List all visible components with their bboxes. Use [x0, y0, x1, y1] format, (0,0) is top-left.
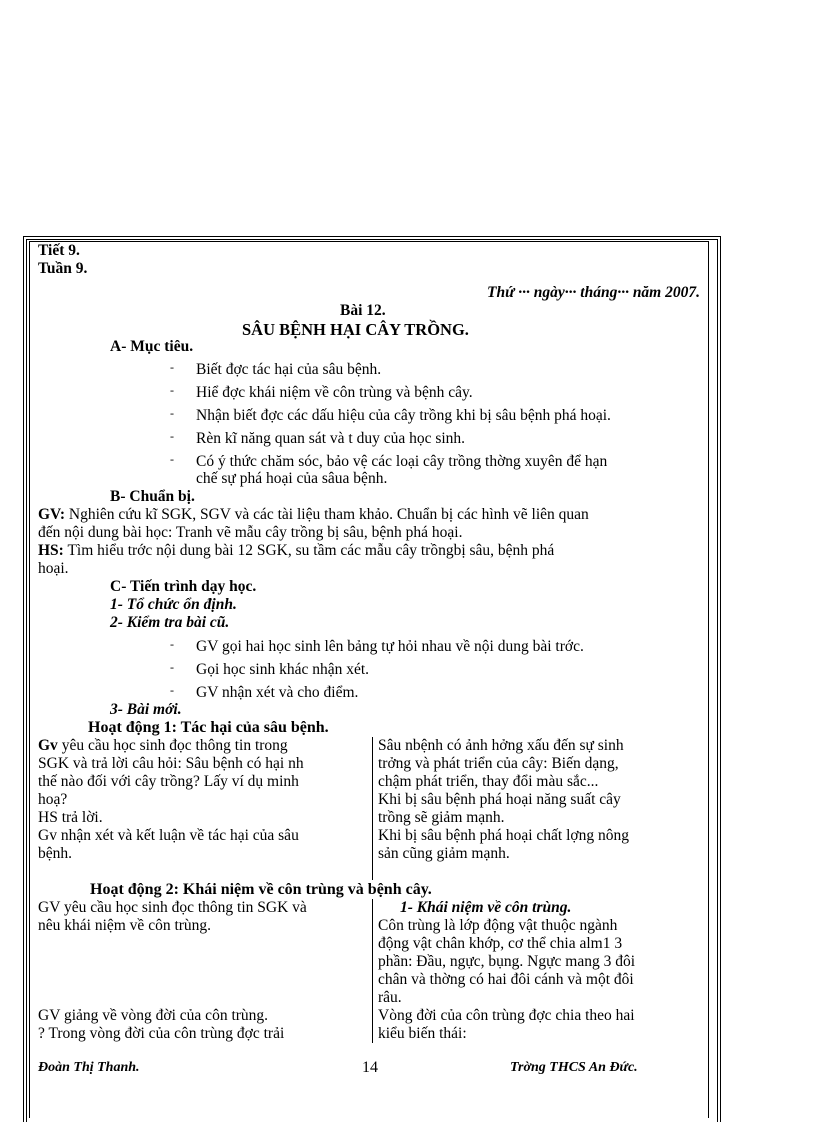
objective-item: - Có ý thức chăm sóc, bảo vệ các loại cây trồng thờng xuyên để hạn: [170, 452, 608, 470]
activity-1-left-line: Gv nhận xét và kết luận về tác hại của sâu: [38, 827, 299, 844]
check-item: - Gọi học sinh khác nhận xét.: [170, 660, 370, 678]
section-c-heading: C- Tiến trình dạy học.: [110, 578, 257, 595]
step-2: 2- Kiểm tra bài cũ.: [110, 614, 230, 631]
tuan-label: Tuần 9.: [38, 260, 88, 277]
activity-1-right-line: trồng sẽ giảm mạnh.: [378, 809, 505, 826]
activity-2-left-line: nêu khái niệm về côn trùng.: [38, 917, 212, 934]
activity-1-right-line: Sâu nbệnh có ảnh hởng xấu đến sự sinh: [378, 737, 624, 754]
gv-preparation: GV: Nghiên cứu kĩ SGK, SGV và các tài liệu tham khảo. Chuẩn bị các hình vẽ liên quan: [38, 506, 589, 523]
activity-2-right-line: kiểu biến thái:: [378, 1025, 467, 1042]
footer-author: Đoàn Thị Thanh.: [38, 1060, 140, 1075]
column-divider: [372, 737, 373, 880]
activity-2-right-line: động vật chân khớp, cơ thể chia alm1 3: [378, 935, 623, 952]
section-b-heading: B- Chuẩn bị.: [110, 488, 195, 505]
lesson-number: Bài 12.: [340, 302, 386, 319]
tiet-label: Tiết 9.: [38, 242, 80, 259]
activity-2-right-heading: 1- Khái niệm về côn trùng.: [400, 899, 572, 916]
activity-1-right-line: sản cũng giảm mạnh.: [378, 845, 510, 862]
activity-1-left-line: bệnh.: [38, 845, 73, 862]
activity-1-left-line: thế nào đối với cây trồng? Lấy ví dụ minh: [38, 773, 299, 790]
gv-preparation-continued: đến nội dung bài học: Tranh vẽ mẫu cây trồng bị sâu, bệnh phá hoại.: [38, 524, 463, 541]
objective-item: - Biết đợc tác hại của sâu bệnh.: [170, 360, 382, 378]
activity-1-left-line: Gv yêu cầu học sinh đọc thông tin trong: [38, 737, 288, 754]
column-divider: [372, 899, 373, 1043]
activity-2-left-line: GV yêu cầu học sinh đọc thông tin SGK và: [38, 899, 307, 916]
check-item: - GV gọi hai học sinh lên bảng tự hỏi nhau về nội dung bài trớc.: [170, 637, 584, 655]
objective-item: - Hiể đợc khái niệm về côn trùng và bệnh cây.: [170, 383, 473, 401]
activity-2-left-line: GV giảng về vòng đời của côn trùng.: [38, 1007, 269, 1024]
activity-1-right-line: trởng và phát triển của cây: Biến dạng,: [378, 755, 619, 772]
hs-preparation-continued: hoại.: [38, 560, 69, 577]
activity-1-right-line: Khi bị sâu bệnh phá hoại chất lợng nông: [378, 827, 629, 844]
activity-1-left-line: SGK và trả lời câu hỏi: Sâu bệnh có hại nh: [38, 755, 304, 772]
lesson-title: SÂU BỆNH HẠI CÂY TRỒNG.: [242, 320, 469, 339]
objective-item: - Nhận biết đợc các dấu hiệu của cây trồng khi bị sâu bệnh phá hoại.: [170, 406, 611, 424]
activity-1-left-line: HS trả lời.: [38, 809, 103, 826]
objective-item: - Rèn kĩ năng quan sát và t duy của học sinh.: [170, 429, 466, 447]
footer-school: Trờng THCS An Đức.: [510, 1060, 638, 1075]
activity-2-heading: Hoạt động 2: Khái niệm về côn trùng và bệnh cây.: [90, 881, 432, 898]
date-line: Thứ ··· ngày··· tháng··· năm 2007.: [487, 284, 700, 301]
activity-2-right-line: râu.: [378, 989, 402, 1006]
page-number: 14: [362, 1059, 378, 1076]
activity-1-left-line: hoạ?: [38, 791, 68, 808]
activity-1-heading: Hoạt động 1: Tác hại của sâu bệnh.: [88, 719, 329, 736]
step-1: 1- Tổ chức ổn định.: [110, 596, 237, 613]
activity-2-left-line: ? Trong vòng đời của côn trùng đợc trải: [38, 1025, 285, 1042]
section-a-heading: A- Mục tiêu.: [110, 338, 194, 355]
activity-1-right-line: chậm phát triển, thay đổi màu sắc...: [378, 773, 599, 790]
step-3: 3- Bài mới.: [110, 701, 182, 718]
activity-2-right-line: phần: Đầu, ngực, bụng. Ngực mang 3 đôi: [378, 953, 636, 970]
activity-2-right-line: Côn trùng là lớp động vật thuộc ngành: [378, 917, 618, 934]
objective-item-continued: chế sự phá hoại của sâua bệnh.: [196, 470, 388, 487]
activity-2-right-line: chân và thờng có hai đôi cánh và một đôi: [378, 971, 634, 988]
hs-preparation: HS: Tìm hiểu trớc nội dung bài 12 SGK, su tầm các mẫu cây trồngbị sâu, bệnh phá: [38, 542, 555, 559]
activity-2-right-line: Vòng đời của côn trùng đợc chia theo hai: [378, 1007, 635, 1024]
activity-1-right-line: Khi bị sâu bệnh phá hoại năng suất cây: [378, 791, 621, 808]
check-item: - GV nhận xét và cho điểm.: [170, 683, 359, 701]
